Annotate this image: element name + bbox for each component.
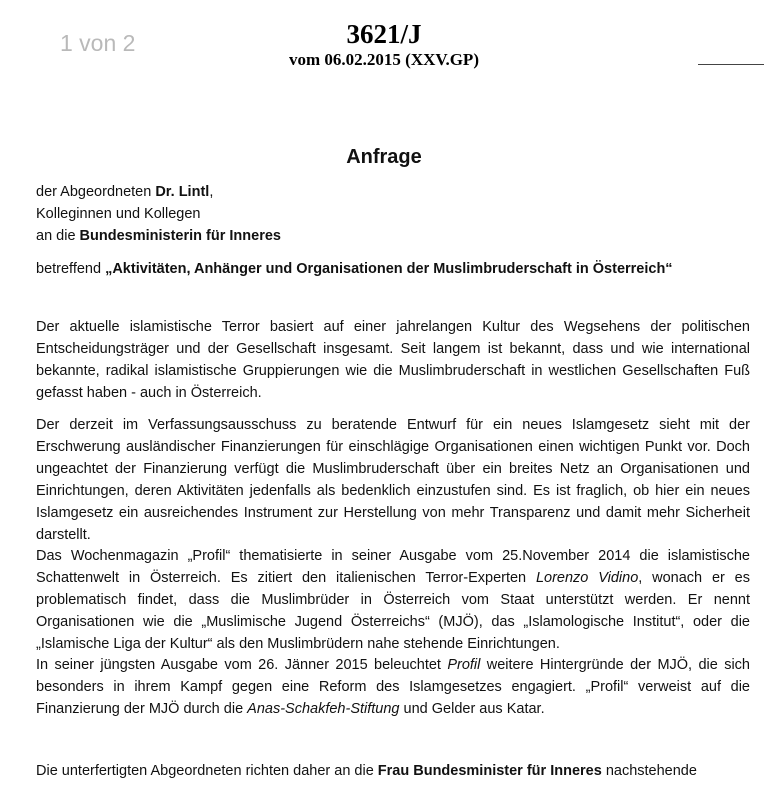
address-line-2: Kolleginnen und Kollegen xyxy=(36,206,201,222)
minister-title: Frau Bundesminister für Inneres xyxy=(377,763,602,779)
subject-line xyxy=(36,260,673,278)
paragraph-5-text-b: nachstehende xyxy=(601,763,697,779)
header-rule xyxy=(698,64,764,65)
magazine-name: Profil xyxy=(447,657,481,673)
address-prefix: der Abgeordneten xyxy=(36,184,156,200)
paragraph-3-text-a: Das Wochenmagazin „Profil“ thematisierte in seiner Ausgabe vom 25.November 2014 die islamistische Schattenwelt in Österreich. Es zitiert den italienischen Terror-Experten xyxy=(36,548,750,586)
expert-name: Lorenzo Vidino xyxy=(535,570,639,586)
paragraph-5-text-a: Die unterfertigten Abgeordneten richten daher an die xyxy=(36,763,378,779)
address-line-1 xyxy=(36,183,213,201)
address-suffix: , xyxy=(209,184,214,200)
document-number: 3621/J xyxy=(346,19,422,49)
foundation-name: Anas-Schakfeh-Stiftung xyxy=(247,701,400,717)
subject-text: „Aktivitäten, Anhänger und Organisationen der Muslimbruderschaft in Österreich“ xyxy=(105,261,673,277)
body-paragraph-2: Der derzeit im Verfassungsausschuss zu beratende Entwurf für ein neues Islamgesetz sieht mit der Erschwerung ausländischer Finanzierungen für einschlägige Organisationen einen wichtigen Punkt vor. Doch ungeachtet der Finanzierung verfügt die Muslimbruderschaft über ein breites Netz an Organisationen und Einrichtungen, deren Aktivitäten jedenfalls als bedenklich einzustufen sind. Es ist fraglich, ob hier ein neues Islamgesetz ein ausreichendes Instrument zur Herstellung von mehr Transparenz und damit mehr Sicherheit darstellt. xyxy=(36,417,750,543)
body-paragraph-5 xyxy=(36,760,750,782)
page-counter: 1 von 2 xyxy=(60,30,136,56)
paragraph-4-text-b: weitere Hintergründe der MJÖ, die sich besonders in ihrem Kampf gegen eine Reform des Islamgesetzes engagiert. „Profil“ verweist auf die Finanzierung der MJÖ durch die xyxy=(36,657,750,717)
paragraph-3-text-b: , wonach er es problematisch findet, dass die Muslimbrüder in Österreich vom Staat unterstützt werden. Er nennt Organisationen wie die „Muslimische Jugend Österreichs“ (MJÖ), das „Islamologische Institut“, oder die „Islamische Liga der Kultur“ als den Muslimbrüdern nahe stehende Einrichtungen. xyxy=(36,570,750,652)
body-paragraph-1: Der aktuelle islamistische Terror basiert auf einer jahrelangen Kultur des Wegsehens der politischen Entscheidungsträger und der Gesellschaft insgesamt. Seit langem ist bekannt, dass und wie international bekannte, radikal islamistische Gruppierungen wie die Muslimbruderschaft in westlichen Gesellschaften Fuß gefasst haben - auch in Österreich. xyxy=(36,319,750,401)
recipient: Bundesministerin für Inneres xyxy=(79,228,281,244)
subject-prefix: betreffend xyxy=(36,261,106,277)
paragraph-4-text-c: und Gelder aus Katar. xyxy=(399,701,545,717)
address-line-3 xyxy=(36,227,281,245)
body-paragraph-4 xyxy=(36,654,750,720)
recipient-prefix: an die xyxy=(36,228,80,244)
representative-name: Dr. Lintl xyxy=(155,184,210,200)
page-title: Anfrage xyxy=(346,146,422,168)
document-date: vom 06.02.2015 (XXV.GP) xyxy=(289,50,479,69)
paragraph-4-text-a: In seiner jüngsten Ausgabe vom 26. Jänner 2015 beleuchtet xyxy=(36,657,448,673)
body-paragraph-3 xyxy=(36,545,750,655)
